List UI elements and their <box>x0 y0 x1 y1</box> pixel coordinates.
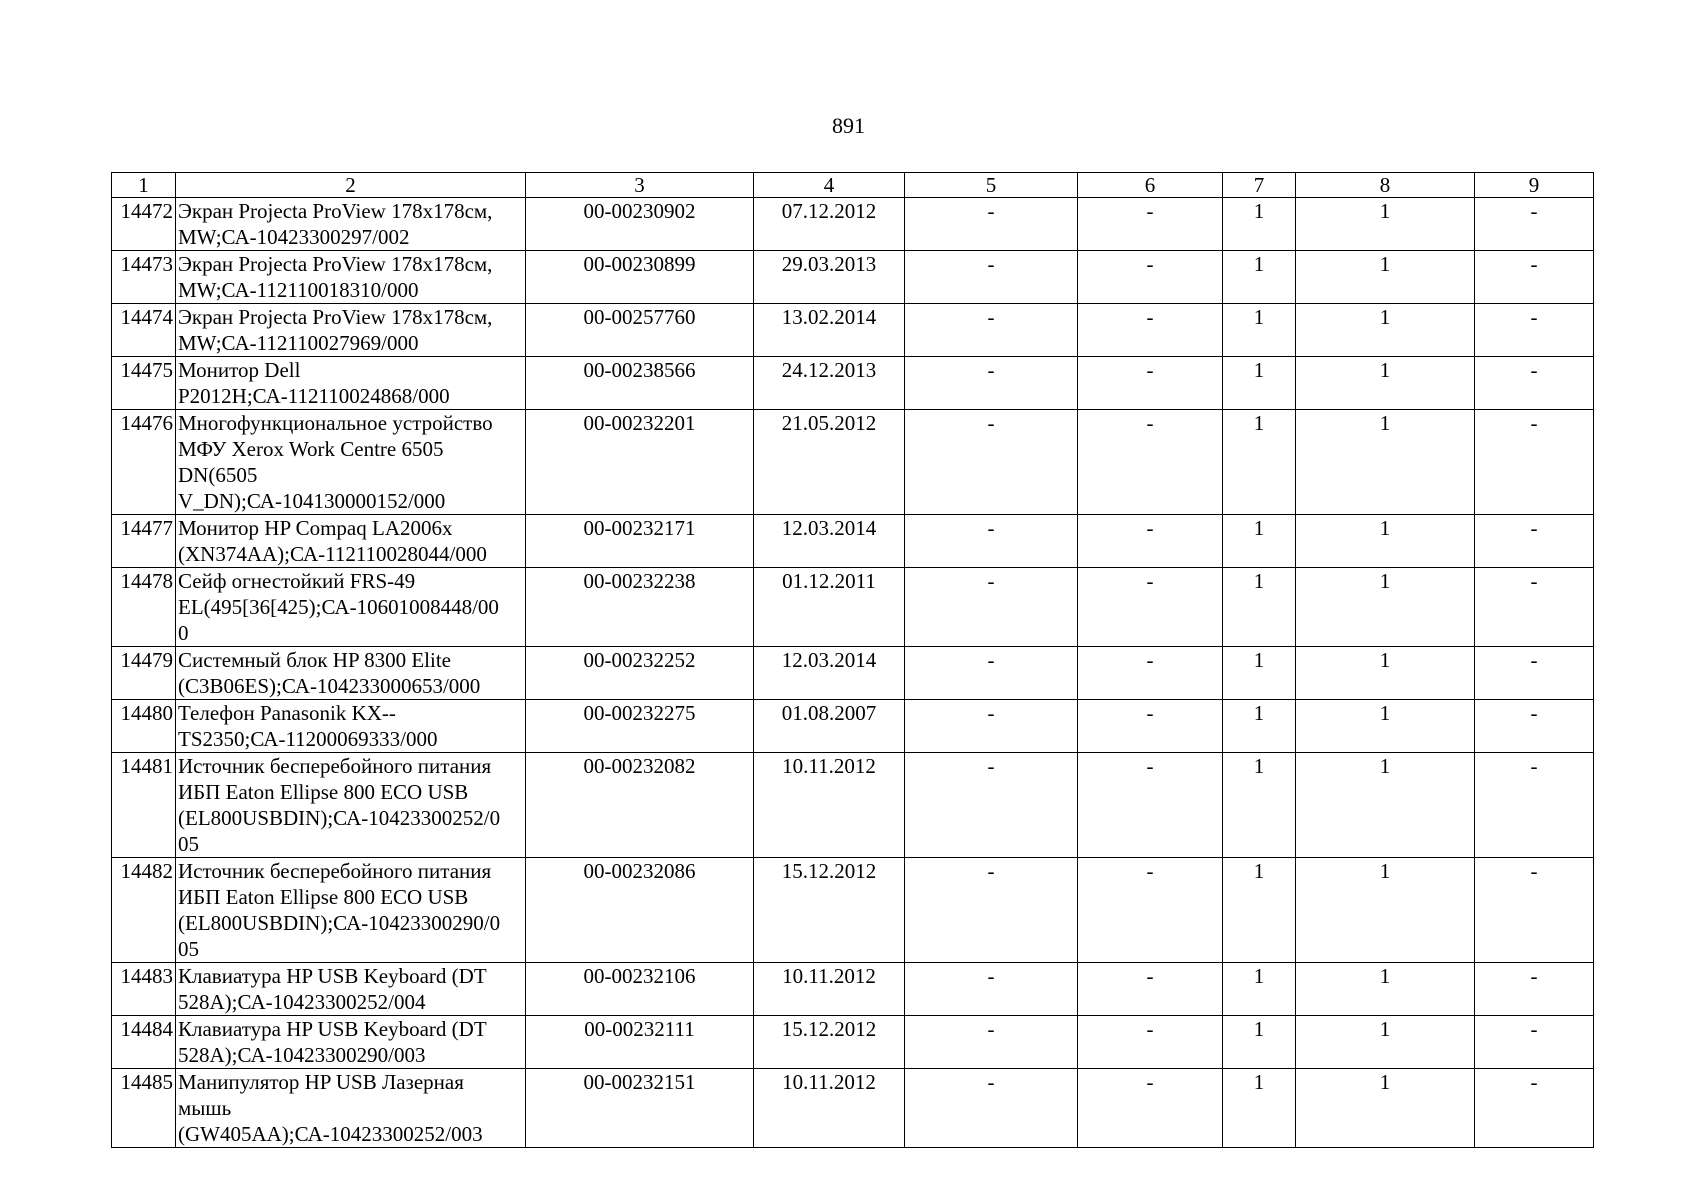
col5-cell: - <box>905 304 1078 357</box>
table-row <box>112 753 1594 858</box>
date-cell: 13.02.2014 <box>754 304 905 357</box>
date-cell: 12.03.2014 <box>754 515 905 568</box>
row-number-cell: 14472 <box>112 198 176 251</box>
header-cell: 6 <box>1078 173 1223 198</box>
inventory-code-cell: 00-00232151 <box>526 1069 754 1148</box>
col8-cell: 1 <box>1296 357 1475 410</box>
col6-cell: - <box>1078 753 1223 858</box>
row-number-cell: 14473 <box>112 251 176 304</box>
col6-cell: - <box>1078 858 1223 963</box>
row-number-cell: 14475 <box>112 357 176 410</box>
col7-cell: 1 <box>1223 753 1296 858</box>
col5-cell: - <box>905 568 1078 647</box>
table-row <box>112 647 1594 700</box>
col8-cell: 1 <box>1296 304 1475 357</box>
date-cell: 07.12.2012 <box>754 198 905 251</box>
col9-cell: - <box>1475 357 1594 410</box>
col8-cell: 1 <box>1296 515 1475 568</box>
col9-cell: - <box>1475 753 1594 858</box>
row-number-cell: 14477 <box>112 515 176 568</box>
inventory-code-cell: 00-00232086 <box>526 858 754 963</box>
col5-cell: - <box>905 251 1078 304</box>
table-row <box>112 858 1594 963</box>
col6-cell: - <box>1078 251 1223 304</box>
col8-cell: 1 <box>1296 753 1475 858</box>
col9-cell: - <box>1475 858 1594 963</box>
col9-cell: - <box>1475 700 1594 753</box>
item-name-cell: Экран Projecta ProView 178x178см, MW;СА-10423300297/002 <box>176 198 526 251</box>
col7-cell: 1 <box>1223 963 1296 1016</box>
date-cell: 10.11.2012 <box>754 1069 905 1148</box>
col6-cell: - <box>1078 198 1223 251</box>
col8-cell: 1 <box>1296 1069 1475 1148</box>
col6-cell: - <box>1078 700 1223 753</box>
table-row <box>112 410 1594 515</box>
col8-cell: 1 <box>1296 700 1475 753</box>
col8-cell: 1 <box>1296 410 1475 515</box>
col6-cell: - <box>1078 963 1223 1016</box>
item-name-cell: Экран Projecta ProView 178x178см, MW;СА-112110027969/000 <box>176 304 526 357</box>
col6-cell: - <box>1078 1016 1223 1069</box>
table-row <box>112 1016 1594 1069</box>
col8-cell: 1 <box>1296 647 1475 700</box>
item-name-cell: Источник бесперебойного питания ИБП Eaton Ellipse 800 ECO USB (EL800USBDIN);СА-10423300252/0 05 <box>176 753 526 858</box>
col5-cell: - <box>905 410 1078 515</box>
table-row <box>112 198 1594 251</box>
table-row <box>112 963 1594 1016</box>
header-cell: 7 <box>1223 173 1296 198</box>
col5-cell: - <box>905 700 1078 753</box>
header-row <box>112 173 1594 198</box>
row-number-cell: 14478 <box>112 568 176 647</box>
col7-cell: 1 <box>1223 357 1296 410</box>
col9-cell: - <box>1475 647 1594 700</box>
col7-cell: 1 <box>1223 700 1296 753</box>
col8-cell: 1 <box>1296 251 1475 304</box>
item-name-cell: Многофункциональное устройство МФУ Xerox Work Centre 6505 DN(6505 V_DN);СА-104130000152/000 <box>176 410 526 515</box>
col9-cell: - <box>1475 251 1594 304</box>
header-cell: 2 <box>176 173 526 198</box>
col8-cell: 1 <box>1296 1016 1475 1069</box>
inventory-code-cell: 00-00238566 <box>526 357 754 410</box>
row-number-cell: 14484 <box>112 1016 176 1069</box>
col9-cell: - <box>1475 568 1594 647</box>
col5-cell: - <box>905 858 1078 963</box>
header-cell: 1 <box>112 173 176 198</box>
col5-cell: - <box>905 963 1078 1016</box>
date-cell: 10.11.2012 <box>754 753 905 858</box>
row-number-cell: 14476 <box>112 410 176 515</box>
table-row <box>112 357 1594 410</box>
header-cell: 4 <box>754 173 905 198</box>
col5-cell: - <box>905 198 1078 251</box>
col6-cell: - <box>1078 304 1223 357</box>
row-number-cell: 14474 <box>112 304 176 357</box>
col7-cell: 1 <box>1223 410 1296 515</box>
item-name-cell: Источник бесперебойного питания ИБП Eaton Ellipse 800 ECO USB (EL800USBDIN);СА-10423300290/0 05 <box>176 858 526 963</box>
row-number-cell: 14485 <box>112 1069 176 1148</box>
inventory-code-cell: 00-00232106 <box>526 963 754 1016</box>
date-cell: 15.12.2012 <box>754 1016 905 1069</box>
item-name-cell: Телефон Panasonik KX-- TS2350;СА-11200069333/000 <box>176 700 526 753</box>
col7-cell: 1 <box>1223 568 1296 647</box>
inventory-code-cell: 00-00230902 <box>526 198 754 251</box>
col7-cell: 1 <box>1223 647 1296 700</box>
item-name-cell: Клавиатура HP USB Keyboard (DT 528A);СА-10423300252/004 <box>176 963 526 1016</box>
col9-cell: - <box>1475 304 1594 357</box>
col5-cell: - <box>905 357 1078 410</box>
col6-cell: - <box>1078 647 1223 700</box>
col9-cell: - <box>1475 1016 1594 1069</box>
inventory-code-cell: 00-00232082 <box>526 753 754 858</box>
header-cell: 3 <box>526 173 754 198</box>
col5-cell: - <box>905 753 1078 858</box>
col7-cell: 1 <box>1223 198 1296 251</box>
date-cell: 10.11.2012 <box>754 963 905 1016</box>
date-cell: 24.12.2013 <box>754 357 905 410</box>
col6-cell: - <box>1078 515 1223 568</box>
row-number-cell: 14483 <box>112 963 176 1016</box>
date-cell: 01.12.2011 <box>754 568 905 647</box>
item-name-cell: Системный блок HP 8300 Elite (C3B06ES);СА-104233000653/000 <box>176 647 526 700</box>
table-row <box>112 251 1594 304</box>
col6-cell: - <box>1078 357 1223 410</box>
table-row <box>112 700 1594 753</box>
col6-cell: - <box>1078 1069 1223 1148</box>
table-row <box>112 304 1594 357</box>
item-name-cell: Клавиатура HP USB Keyboard (DT 528A);СА-10423300290/003 <box>176 1016 526 1069</box>
col9-cell: - <box>1475 198 1594 251</box>
col7-cell: 1 <box>1223 858 1296 963</box>
table-row <box>112 568 1594 647</box>
inventory-code-cell: 00-00232171 <box>526 515 754 568</box>
col9-cell: - <box>1475 410 1594 515</box>
inventory-code-cell: 00-00232238 <box>526 568 754 647</box>
page-number: 891 <box>832 113 865 138</box>
row-number-cell: 14480 <box>112 700 176 753</box>
item-name-cell: Монитор Dell P2012H;СА-112110024868/000 <box>176 357 526 410</box>
col5-cell: - <box>905 647 1078 700</box>
inventory-code-cell: 00-00232252 <box>526 647 754 700</box>
header-cell: 8 <box>1296 173 1475 198</box>
col8-cell: 1 <box>1296 963 1475 1016</box>
item-name-cell: Манипулятор HP USB Лазерная мышь (GW405AA);СА-10423300252/003 <box>176 1069 526 1148</box>
table-row <box>112 515 1594 568</box>
inventory-code-cell: 00-00232111 <box>526 1016 754 1069</box>
col5-cell: - <box>905 515 1078 568</box>
col6-cell: - <box>1078 568 1223 647</box>
item-name-cell: Сейф огнестойкий FRS-49 EL(495[36[425);СА-10601008448/00 0 <box>176 568 526 647</box>
col7-cell: 1 <box>1223 304 1296 357</box>
date-cell: 21.05.2012 <box>754 410 905 515</box>
date-cell: 15.12.2012 <box>754 858 905 963</box>
inventory-table <box>111 172 1594 1148</box>
col7-cell: 1 <box>1223 1069 1296 1148</box>
col8-cell: 1 <box>1296 568 1475 647</box>
inventory-code-cell: 00-00232275 <box>526 700 754 753</box>
col5-cell: - <box>905 1016 1078 1069</box>
col8-cell: 1 <box>1296 198 1475 251</box>
date-cell: 29.03.2013 <box>754 251 905 304</box>
col7-cell: 1 <box>1223 251 1296 304</box>
row-number-cell: 14479 <box>112 647 176 700</box>
col9-cell: - <box>1475 963 1594 1016</box>
col8-cell: 1 <box>1296 858 1475 963</box>
col5-cell: - <box>905 1069 1078 1148</box>
col9-cell: - <box>1475 515 1594 568</box>
col9-cell: - <box>1475 1069 1594 1148</box>
row-number-cell: 14482 <box>112 858 176 963</box>
table-body <box>112 173 1594 1148</box>
item-name-cell: Монитор HP Compaq LA2006x (XN374AA);СА-112110028044/000 <box>176 515 526 568</box>
col7-cell: 1 <box>1223 515 1296 568</box>
header-cell: 5 <box>905 173 1078 198</box>
col7-cell: 1 <box>1223 1016 1296 1069</box>
date-cell: 12.03.2014 <box>754 647 905 700</box>
inventory-code-cell: 00-00232201 <box>526 410 754 515</box>
date-cell: 01.08.2007 <box>754 700 905 753</box>
row-number-cell: 14481 <box>112 753 176 858</box>
inventory-code-cell: 00-00230899 <box>526 251 754 304</box>
item-name-cell: Экран Projecta ProView 178x178см, MW;СА-112110018310/000 <box>176 251 526 304</box>
header-cell: 9 <box>1475 173 1594 198</box>
inventory-code-cell: 00-00257760 <box>526 304 754 357</box>
col6-cell: - <box>1078 410 1223 515</box>
table-row <box>112 1069 1594 1148</box>
